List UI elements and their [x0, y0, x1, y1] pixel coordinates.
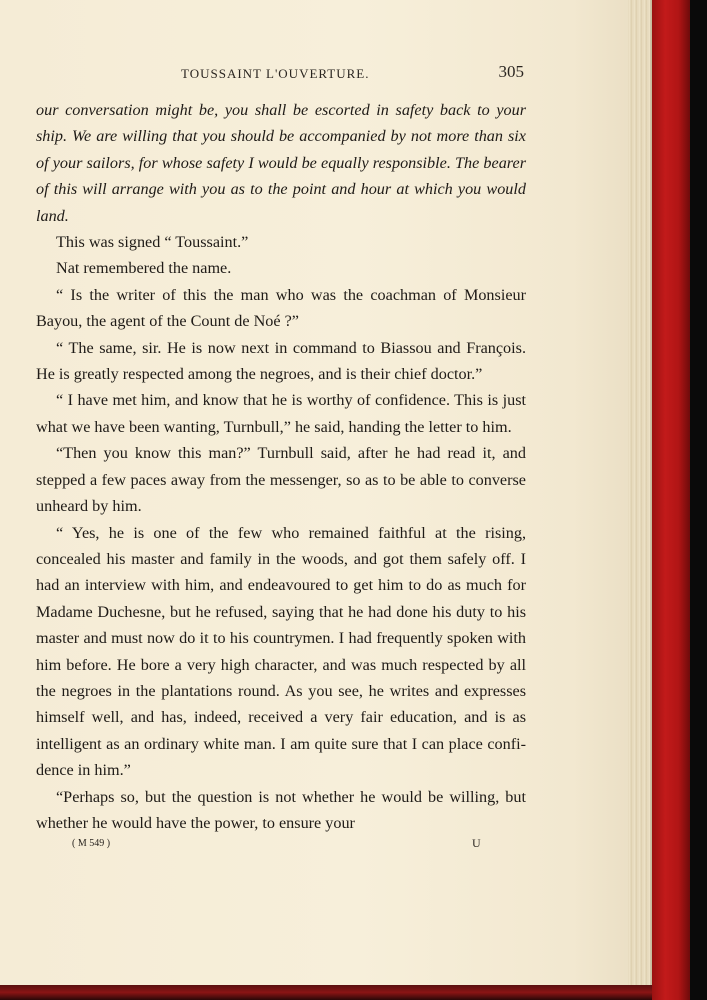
paragraph: “ Yes, he is one of the few who remained faithful at the rising, concealed his master and family in the woods, and got them safely off. I had an interview with him, and endeavoured to get him to do as much for Madame Duchesne, but he refused, saying that he had done his duty to his master and must now do it to his countrymen. I had frequently spoken with him before. He bore a very high character, and was much respected by all the negroes in the plantations round. As you see, he writes and expresses himself well, and has, indeed, received a very fair education, and is as intelligent as an ordinary white man. I am quite sure that I can place confidence in him.”: [36, 523, 526, 780]
page-edge: [628, 0, 654, 985]
paragraph: “Perhaps so, but the question is not whether he would be willing, but whether he would have the power, to ensure your: [36, 787, 526, 832]
book-cover-bottom: [0, 985, 652, 1000]
signature-letter: U: [472, 836, 481, 850]
paragraph: This was signed “ Toussaint.”: [56, 233, 249, 252]
paragraph-letter-excerpt: our conversation might be, you shall be escorted in safety back to your ship. We are willing that you should be accompanied by not more than six of your sailors, for whose safety I would be equally responsible. The bearer of this will arrange with you as to the point and hour at which you would land.: [36, 101, 526, 225]
page-number: 305: [498, 62, 524, 81]
paragraph: “Then you know this man?” Turnbull said, after he had read it, and stepped a few paces away from the messenger, so as to be able to converse unheard by him.: [36, 444, 526, 516]
running-title: TOUSSAINT L'OUVERTURE.: [181, 66, 370, 81]
book-cover-red: [652, 0, 690, 1000]
body-text: [36, 97, 526, 836]
paragraph: Nat remembered the name.: [56, 259, 232, 278]
printer-signature: ( M 549 ): [72, 838, 111, 849]
paragraph: “ Is the writer of this the man who was the coachman of Monsieur Bayou, the agent of the Count de Noé ?”: [36, 285, 526, 331]
paragraph: “ I have met him, and know that he is worthy of confidence. This is just what we have been wanting, Turnbull,” he said, handing the letter to him.: [36, 391, 526, 436]
scan-background: [690, 0, 707, 1000]
paragraph: “ The same, sir. He is now next in command to Biassou and François. He is greatly respected among the negroes, and is their chief doctor.”: [36, 338, 526, 384]
running-header: [36, 62, 526, 86]
